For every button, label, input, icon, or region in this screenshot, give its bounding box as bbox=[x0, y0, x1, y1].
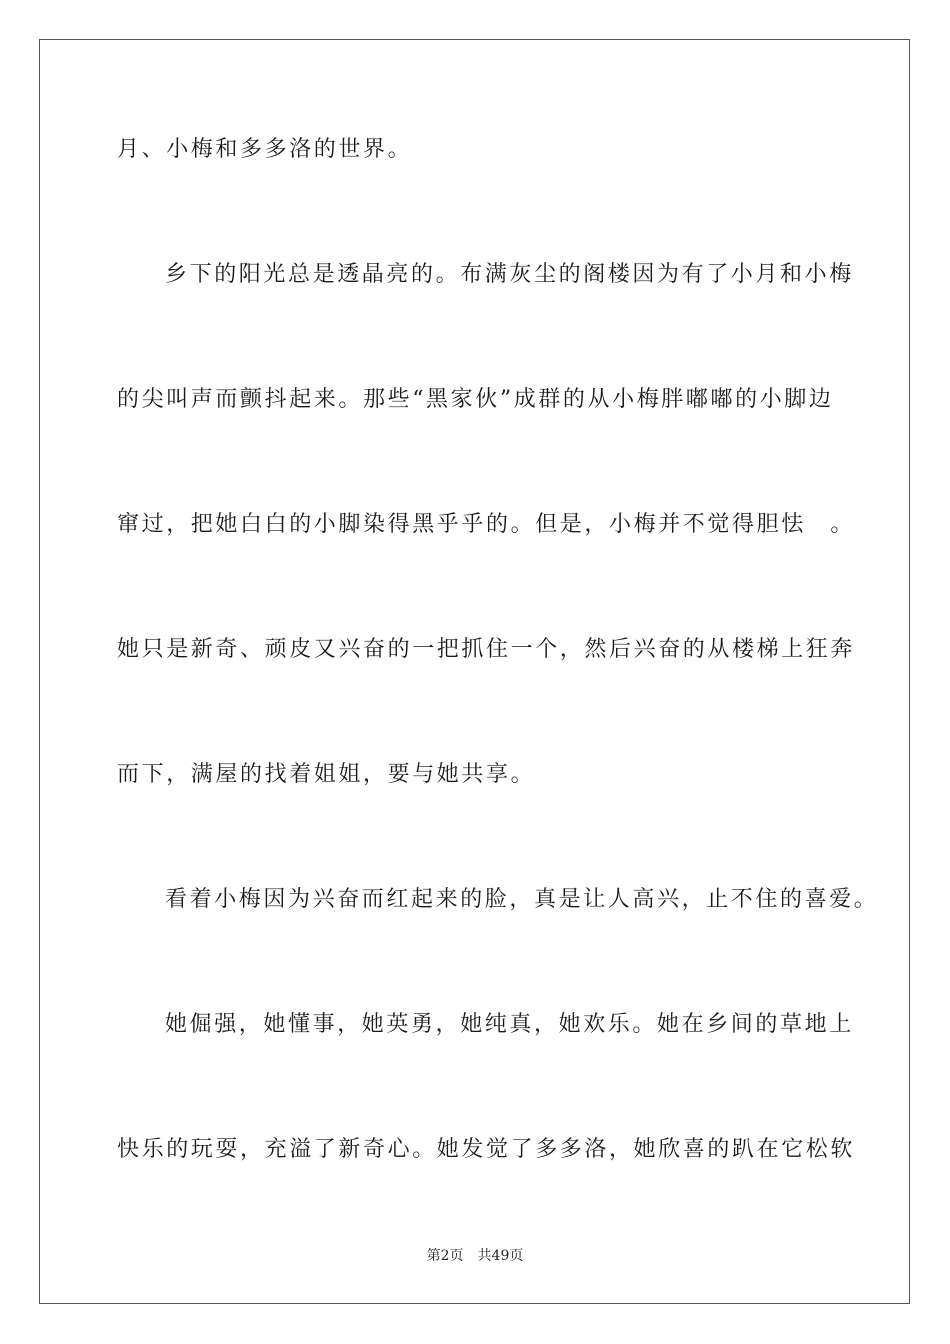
page-footer bbox=[0, 1246, 950, 1266]
page-number: 第2页 bbox=[426, 1248, 464, 1264]
page-border bbox=[39, 39, 910, 1304]
text-line-6: 而下，满屋的找着姐姐，要与她共享。 bbox=[117, 762, 536, 787]
text-line-3: 的尖叫声而颤抖起来。那些“黑家伙”成群的从小梅胖嘟嘟的小脚边 bbox=[117, 387, 834, 412]
text-line-4: 窜过，把她白白的小脚染得黑乎乎的。但是，小梅并不觉得胆怯 。 bbox=[117, 512, 856, 537]
text-line-7: 看着小梅因为兴奋而红起来的脸，真是让人高兴，止不住的喜爱。 bbox=[165, 887, 879, 912]
text-line-2: 乡下的阳光总是透晶亮的。布满灰尘的阁楼因为有了小月和小梅 bbox=[165, 262, 854, 287]
text-line-5: 她只是新奇、顽皮又兴奋的一把抓住一个，然后兴奋的从楼梯上狂奔 bbox=[117, 637, 856, 662]
text-line-9: 快乐的玩耍，充溢了新奇心。她发觉了多多洛，她欣喜的趴在它松软 bbox=[117, 1137, 856, 1162]
page-total: 共49页 bbox=[477, 1248, 524, 1264]
text-line-1: 月、小梅和多多洛的世界。 bbox=[117, 137, 413, 162]
text-line-8: 她倔强，她懂事，她英勇，她纯真，她欢乐。她在乡间的草地上 bbox=[165, 1012, 854, 1037]
